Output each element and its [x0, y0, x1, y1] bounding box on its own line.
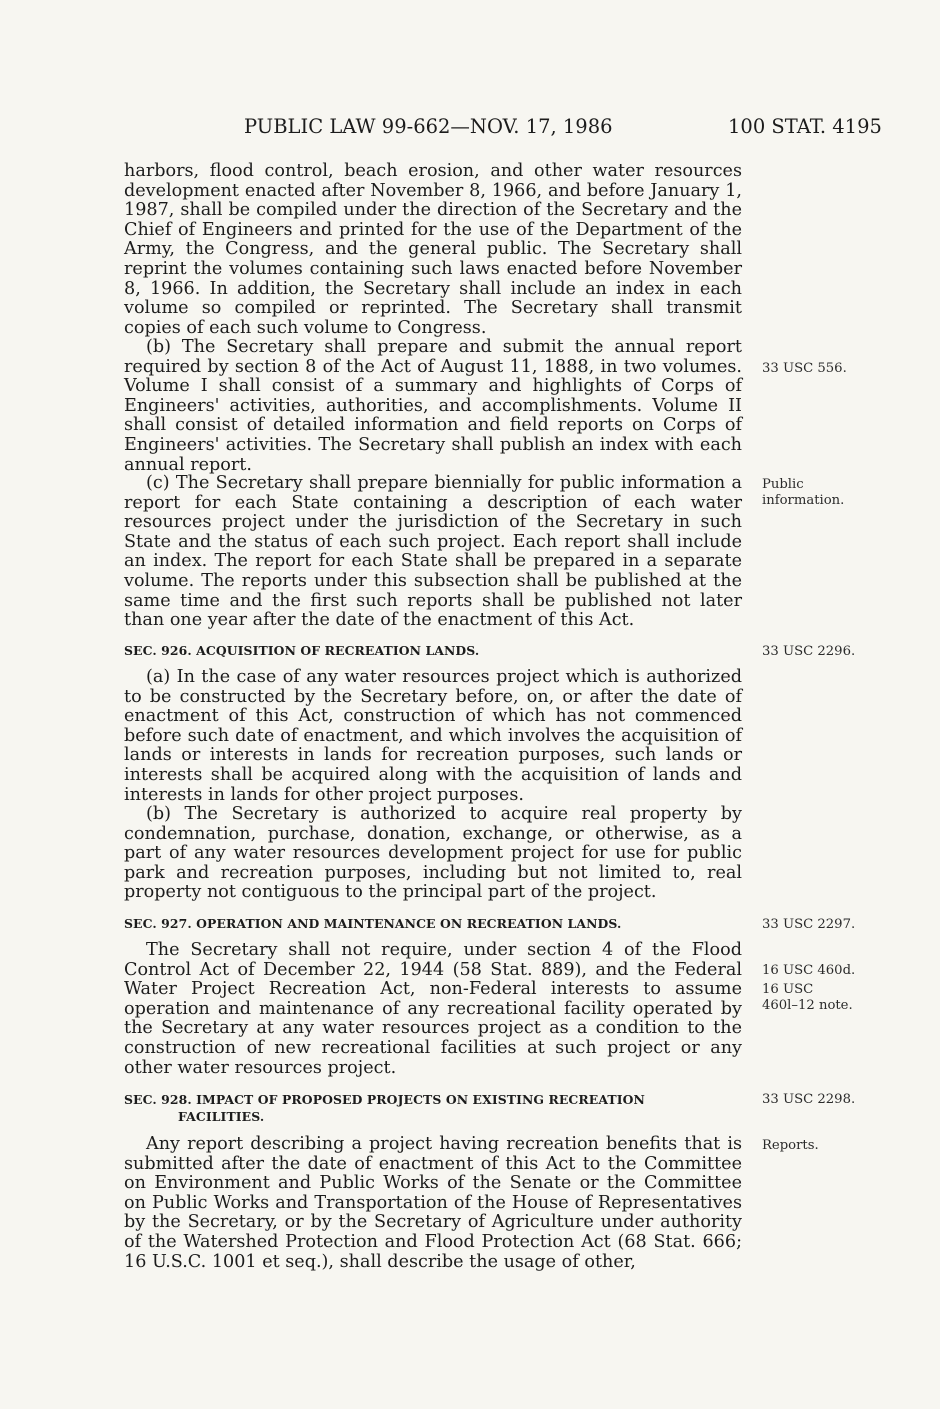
margin-note-reports: Reports.: [762, 1138, 819, 1153]
paragraph-intro: harbors, flood control, beach erosion, and other water resources development enacted after November 8, 1966, and before January 1, 1987, shall be compiled under the direction of the Secretary and the Chief of Engineers and printed for the use of the Department of the Army, the Congress, and the general public. The Secretary shall reprint the volumes containing such laws enacted before November 8, 1966. In addition, the Secretary shall include an index in each volume so compiled or reprinted. The Secretary shall transmit copies of each such volume to Congress.: [124, 161, 742, 338]
section-927-heading: SEC. 927. OPERATION AND MAINTENANCE ON RECREATION LANDS.: [124, 916, 622, 931]
margin-note-33usc2296: 33 USC 2296.: [762, 644, 856, 659]
section-928-heading: [124, 1091, 742, 1125]
paragraph-926-a: (a) In the case of any water resources project which is authorized to be constructed by the Secretary before, on, or after the date of enactment of this Act, construction of which has not commenced before such date of enactment, and which involves the acquisition of lands or interests in lands for recreation purposes, such lands or interests shall be acquired along with the acquisition of lands and interests in lands for other project purposes.: [124, 667, 742, 805]
margin-note-16usc-line1: 16 USC: [762, 982, 814, 997]
margin-note-public-line1: Public: [762, 477, 804, 492]
margin-note-33usc2297: 33 USC 2297.: [762, 917, 856, 932]
margin-note-16usc460d: 16 USC 460d.: [762, 963, 856, 978]
paragraph-928: Any report describing a project having recreation benefits that is submitted after the date of enactment of this Act to the Committee on Environment and Public Works of the Senate or the Committee on Public Works and Transportation of the House of Representatives by the Secretary, or by the Secretary of Agriculture under authority of the Watershed Protection and Flood Protection Act (68 Stat. 666; 16 U.S.C. 1001 et seq.), shall describe the usage of other,: [124, 1134, 742, 1272]
section-926-heading: SEC. 926. ACQUISITION OF RECREATION LANDS.: [124, 643, 480, 658]
margin-note-33usc2298: 33 USC 2298.: [762, 1092, 856, 1107]
paragraph-927: The Secretary shall not require, under section 4 of the Flood Control Act of December 22, 1944 (58 Stat. 889), and the Federal Water Project Recreation Act, non-Federal interests to assume operation and maintenance of any recreational facility operated by the Secretary at any water resources project as a condition to the construction of new recreational facilities at such project or any other water resources project.: [124, 940, 742, 1078]
margin-note-33usc556: 33 USC 556.: [762, 361, 847, 376]
margin-note-16usc-line2: 460l–12 note.: [762, 998, 853, 1013]
margin-note-public-information: [762, 477, 882, 509]
paragraph-c-public-information: (c) The Secretary shall prepare biennially for public information a report for each State containing a description of each water resources project under the jurisdiction of the Secretary in such State and the status of each such project. Each report shall include an index. The report for each State shall be prepared in a separate volume. The reports under this subsection shall be published at the same time and the first such reports shall be published not later than one year after the date of the enactment of this Act.: [124, 473, 742, 631]
margin-note-public-line2: information.: [762, 493, 845, 508]
section-928-heading-line2: FACILITIES.: [178, 1109, 265, 1124]
paragraph-b-annual-report: (b) The Secretary shall prepare and submit the annual report required by section 8 of the Act of August 11, 1888, in two volumes. Volume I shall consist of a summary and highlights of Corps of Engineers' activities, authorities, and accomplishments. Volume II shall consist of detailed information and field reports on Corps of Engineers' activities. The Secretary shall publish an index with each annual report.: [124, 337, 742, 475]
section-928-heading-line1: SEC. 928. IMPACT OF PROPOSED PROJECTS ON EXISTING RECREATION: [124, 1092, 645, 1107]
margin-note-16usc460l: [762, 982, 882, 1014]
page-header-title: PUBLIC LAW 99-662—NOV. 17, 1986: [244, 115, 613, 138]
paragraph-926-b: (b) The Secretary is authorized to acquire real property by condemnation, purchase, donation, exchange, or otherwise, as a part of any water resources development project for use for public park and recreation purposes, including but not limited to, real property not contiguous to the principal part of the project.: [124, 804, 742, 903]
page-header-stat: 100 STAT. 4195: [728, 115, 882, 138]
